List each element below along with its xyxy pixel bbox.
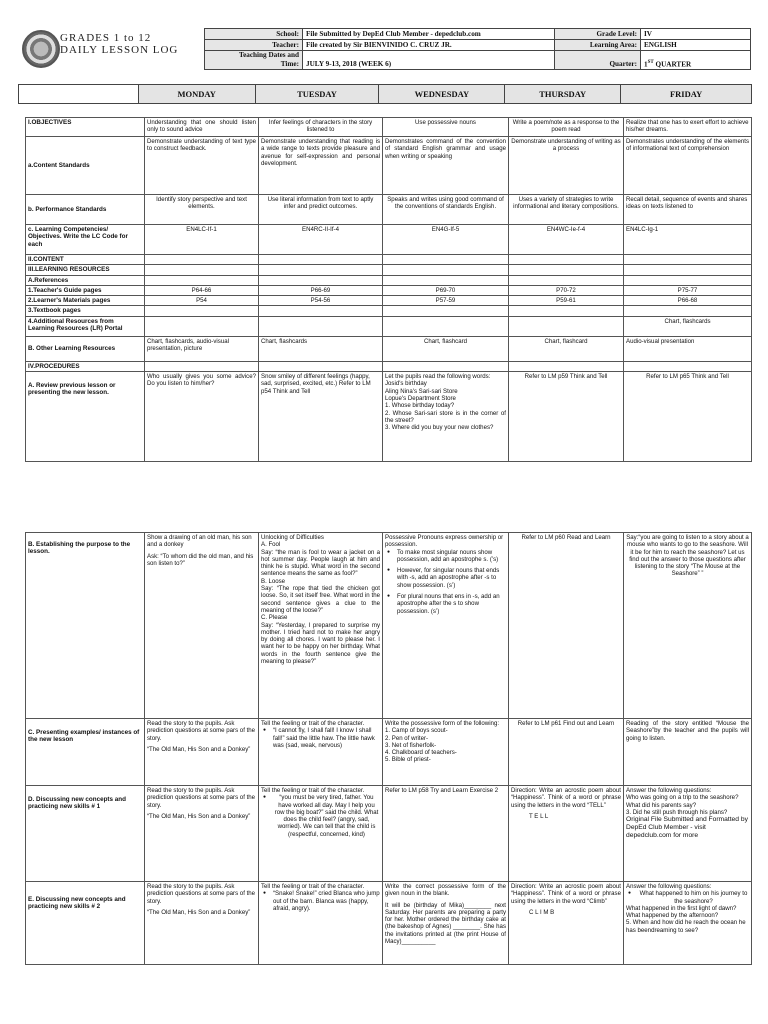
cell-text: P66-68	[624, 296, 752, 306]
discussing2-friday-cell	[624, 882, 752, 965]
cell-text: Who was going on a trip to the seashore?	[626, 794, 739, 802]
resources-row	[26, 265, 752, 275]
cell-text: EN4WC-Ie-f-4	[509, 225, 624, 255]
cell-text: 3. Where did you buy your new clothes?	[385, 424, 494, 432]
lm-row	[26, 296, 752, 306]
cell-text: Say: “Yesterday, I prepared to surprise my mother. I tried hard not to make her angry by doing all chores. I want to please her. I want her to be happy on her birthday. What words in the fourth sentence give the meaning to please?”	[261, 621, 380, 666]
discussing1-monday-cell	[145, 786, 259, 882]
day-wednesday: WEDNESDAY	[379, 85, 505, 104]
quarter-suffix: ST	[647, 59, 654, 65]
cell-text: Speaks and writes using good command of the conventions of standards English.	[383, 195, 509, 225]
cell-text: “The Old Man, His Son and a Donkey”	[147, 812, 251, 820]
deped-seal-logo	[22, 30, 60, 68]
teacher-value: File created by Sir BIENVINIDO C. CRUZ JR.	[303, 40, 555, 51]
cell-text: EN4G-If-5	[383, 225, 509, 255]
cell-text: Refer to LM p60 Read and Learn	[509, 533, 624, 719]
discussing2-monday-cell	[145, 882, 259, 965]
quarter-text: QUARTER	[653, 60, 692, 68]
quarter-number: 1	[644, 60, 648, 68]
cell-text: Chart, flashcards, audio-visual presentation, picture	[145, 336, 259, 361]
cell-text: EN4LC-Ig-1	[624, 225, 752, 255]
quarter-value	[641, 51, 751, 70]
cell-text: P54	[145, 296, 259, 306]
cell-text: Show a drawing of an old man, his son and a donkey	[147, 534, 252, 549]
content-standards-label: a.Content Standards	[26, 137, 145, 195]
cell-text: Chart, flashcards	[624, 316, 752, 336]
purpose-tuesday-cell	[259, 533, 383, 719]
cell-text: Chart, flashcard	[509, 336, 624, 361]
logo-text	[60, 32, 178, 56]
objectives-row	[26, 118, 752, 137]
bullet-item: ● For plural nouns that ens in -s, add an apostrophe after the s to show possession. (s’)	[385, 593, 506, 615]
cell-text: Audio-visual presentation	[624, 336, 752, 361]
cell-text: Lopue's Department Store	[385, 394, 456, 402]
bullet-item: ● What happened to him on his journey to the seashore?	[626, 890, 749, 905]
discussing2-label: E. Discussing new concepts and practicing new skills # 2	[26, 882, 145, 965]
lesson-table-part1	[25, 117, 752, 462]
header-meta-table	[204, 28, 751, 70]
quarter-label: Quarter:	[555, 51, 641, 70]
review-row	[26, 372, 752, 462]
cell-text: Chart, flashcards	[259, 336, 383, 361]
bullet-item: ● “I cannot fly, I shall fall! I know I shall fall!” said the little haw. The little hawk was (sad, weak, nervous)	[261, 727, 380, 749]
cell-text: Aling Nina's Sari-sari Store	[385, 387, 458, 395]
other-resources-row	[26, 336, 752, 361]
cell-text: Realize that one has to exert effort to achieve his/her dreams.	[624, 118, 752, 137]
additional-resources-row	[26, 316, 752, 336]
competencies-label: c. Learning Competencies/ Objectives. Write the LC Code for each	[26, 225, 145, 255]
review-label: A. Review previous lesson or presenting the new lesson.	[26, 372, 145, 462]
cell-text: Write the correct possessive form of the given noun in the blank.	[385, 883, 506, 898]
discussing1-tuesday-cell	[259, 786, 383, 882]
discussing2-thursday-cell	[509, 882, 624, 965]
performance-standards-row	[26, 195, 752, 225]
objectives-label: I.OBJECTIVES	[26, 118, 145, 137]
cell-text: Write a poem/note as a response to the poem read	[509, 118, 624, 137]
original-file-note: Original File Submitted and Formatted by DepEd Club Member - visit depedclub.com for more	[626, 816, 748, 840]
references-row	[26, 275, 752, 285]
textbook-row	[26, 306, 752, 316]
cell-text: Chart, flashcard	[383, 336, 509, 361]
content-standards-row	[26, 137, 752, 195]
cell-text: 3. Net of fisherfolk-	[385, 741, 437, 749]
cell-text: Say: “The rope that tied the chicken got loose. So, it set itself free. What word in the second sentence gives a clue to the meaning of the loose?”	[261, 585, 380, 614]
purpose-wednesday-cell	[383, 533, 509, 719]
purpose-label: B. Establishing the purpose to the lesson.	[26, 533, 145, 719]
presenting-label: C. Presenting examples/ instances of the new lesson	[26, 719, 145, 786]
cell-text: What happened by the afternoon?	[626, 912, 719, 920]
procedures-label: IV.PROCEDURES	[26, 361, 145, 371]
cell-text: Demonstrate understanding that reading is a wide range to texts provide pleasure and avenue for self-expression and personal development.	[259, 137, 383, 195]
area-value: ENGLISH	[641, 40, 751, 51]
days-header-row	[18, 84, 752, 104]
bullet-item: ● To make most singular nouns show possession, add an apostrophe s. (’s)	[385, 549, 506, 564]
cell-text: EN4RC-II-If-4	[259, 225, 383, 255]
lesson-table-part2	[25, 532, 752, 965]
content-row	[26, 255, 752, 265]
teacher-label: Teacher:	[205, 40, 303, 51]
day-tuesday: TUESDAY	[255, 85, 379, 104]
cell-text: P57-59	[383, 296, 509, 306]
cell-text: P59-61	[509, 296, 624, 306]
cell-text: Josid's birthday	[385, 380, 427, 388]
cell-text: Read the story to the pupils. Ask prediction questions at some pars of the story.	[147, 787, 256, 809]
cell-text: Possessive Pronouns express ownership or possession.	[385, 534, 504, 549]
lm-label: 2.Learner's Materials pages	[26, 296, 145, 306]
cell-text: What happened in the first light of dawn?	[626, 904, 737, 912]
cell-text: Understanding that one should listen only to sound advice	[145, 118, 259, 137]
logo-line-1: GRADES 1 to 12	[60, 32, 152, 44]
textbook-label: 3.Textbook pages	[26, 306, 145, 316]
bullet-item: ● However, for singular nouns that ends with -s, add an apostrophe after -s to show possession. (s’)	[385, 567, 506, 589]
cell-text: Uses a variety of strategies to write informational and literary compositions.	[509, 195, 624, 225]
cell-text: Reading of the story entitled “Mouse the Seashore”by the teacher and the pupils will going to listen.	[624, 719, 752, 786]
presenting-monday-cell	[145, 719, 259, 786]
cell-text: P64-66	[145, 285, 259, 295]
review-wednesday-cell	[383, 372, 509, 462]
cell-text: Demonstrate understanding of text type to construct feedback.	[145, 137, 259, 195]
cell-text: 5. Bible of priest-	[385, 756, 431, 764]
days-blank-cell	[19, 85, 139, 104]
cell-text: Demonstrates understanding of the elements of informational text of comprehension	[624, 137, 752, 195]
cell-text: Infer feelings of characters in the story listened to	[259, 118, 383, 137]
cell-text: Snow smiley of different feelings (happy, sad, surprised, excited, etc.) Refer to LM p54 Think and Tell	[259, 372, 383, 462]
bullet-item: ● “Snake! Snake!” cried Blanca who jump out of the barn. Blanca was (happy, afraid, angry).	[261, 890, 380, 912]
school-value: File Submitted by DepEd Club Member - depedclub.com	[303, 29, 555, 40]
day-thursday: THURSDAY	[505, 85, 621, 104]
content-label: II.CONTENT	[26, 255, 145, 265]
resources-label: III.LEARNING RESOURCES	[26, 265, 145, 275]
other-resources-label: B. Other Learning Resources	[26, 336, 145, 361]
cell-text: Refer to LM p61 Find out and Learn	[509, 719, 624, 786]
discussing2-tuesday-cell	[259, 882, 383, 965]
grade-value: IV	[641, 29, 751, 40]
purpose-monday-cell	[145, 533, 259, 719]
cell-text: EN4LC-If-1	[145, 225, 259, 255]
cell-text: 1. Whose birthday today?	[385, 402, 455, 410]
grade-label: Grade Level:	[555, 29, 641, 40]
discussing2-wednesday-cell	[383, 882, 509, 965]
cell-text: C L I M B	[529, 908, 555, 916]
discussing1-thursday-cell	[509, 786, 624, 882]
cell-text: B. Loose	[261, 577, 286, 585]
presenting-wednesday-cell	[383, 719, 509, 786]
cell-text: Let the pupils read the following words:	[385, 373, 491, 381]
bullet-item: ● “you must be very tired, father. You have worked all day. May I help you row the big boat?” said the child. What does the child feel? (angry, sad, worried). We can tell that the child is (respectful, concerned, kind)	[261, 794, 380, 838]
discussing1-label: D. Discussing new concepts and practicing new skills # 1	[26, 786, 145, 882]
area-label: Learning Area:	[555, 40, 641, 51]
cell-text: “The Old Man, His Son and a Donkey”	[147, 908, 251, 916]
cell-text: Tell the feeling or trait of the character.	[261, 720, 365, 727]
tg-row	[26, 285, 752, 295]
procedures-row	[26, 361, 752, 371]
cell-text: Answer the following questions:	[626, 787, 712, 794]
cell-text: Ask: “To whom did the old man, and his son listen to?”	[147, 552, 254, 567]
cell-text: “The Old Man, His Son and a Donkey”	[147, 745, 251, 753]
dates-label	[205, 51, 303, 70]
tg-label: 1.Teacher's Guide pages	[26, 285, 145, 295]
purpose-row	[26, 533, 752, 719]
cell-text: 3. Did he still push through his plans?	[626, 808, 728, 816]
dates-label-line1: Teaching Dates and	[238, 51, 299, 59]
cell-text: 2. Pen of writer-	[385, 734, 429, 742]
cell-text: Direction: Write an acrostic poem about “Happiness”. Think of a word or phrase using the letters in the word “TELL”	[511, 787, 621, 809]
cell-text: Use possessive nouns	[383, 118, 509, 137]
references-label: A.References	[26, 275, 145, 285]
cell-text: Demonstrates command of the convention of standard English grammar and usage when writing or speaking	[383, 137, 509, 195]
performance-standards-label: b. Performance Standards	[26, 195, 145, 225]
cell-text: C. Please	[261, 614, 288, 622]
cell-text: Say: “the man is fool to wear a jacket on a hot summer day. People laugh at him and think he is stupid. What word in the second sentence means the same as fool?”	[261, 548, 380, 578]
cell-text: Recall detail, sequence of events and shares ideas on texts listened to	[624, 195, 752, 225]
cell-text: Tell the feeling or trait of the character.	[261, 787, 365, 794]
cell-text: 5. When and how did he reach the ocean he has beendreaming to see?	[626, 919, 746, 934]
cell-text: Read the story to the pupils. Ask prediction questions at some pars of the story.	[147, 883, 256, 905]
discussing1-friday-cell	[624, 786, 752, 882]
day-monday: MONDAY	[138, 85, 255, 104]
cell-text: Who usually gives you some advice? Do you listen to him/her?	[145, 372, 259, 462]
cell-text: P70-72	[509, 285, 624, 295]
cell-text: P75-77	[624, 285, 752, 295]
cell-text: A. Fool	[261, 541, 281, 549]
presenting-tuesday-cell	[259, 719, 383, 786]
dates-value: JULY 9-13, 2018 (WEEK 6)	[303, 51, 555, 70]
discussing2-row	[26, 882, 752, 965]
school-label: School:	[205, 29, 303, 40]
competencies-row	[26, 225, 752, 255]
cell-text: Tell the feeling or trait of the character.	[261, 883, 365, 890]
cell-text: Unlocking of Difficulties	[261, 534, 324, 541]
cell-text: Demonstrate understanding of writing as a process	[509, 137, 624, 195]
cell-text: Refer to LM p59 Think and Tell	[509, 372, 624, 462]
cell-text: Use literal information from text to aptly infer and predict outcomes.	[259, 195, 383, 225]
cell-text: What did his parents say?	[626, 801, 697, 809]
cell-text: P69-70	[383, 285, 509, 295]
cell-text: Read the story to the pupils. Ask prediction questions at some pars of the story.	[147, 720, 256, 742]
logo-line-2: DAILY LESSON LOG	[60, 44, 179, 56]
day-friday: FRIDAY	[621, 85, 752, 104]
cell-text: Write the possessive form of the following:	[385, 720, 500, 727]
cell-text: Direction: Write an acrostic poem about “Happiness”. Think of a word or phrase using the letters in the word “Climb”	[511, 883, 621, 905]
cell-text: T E L L	[529, 812, 549, 820]
cell-text: Say:“you are going to listen to a story about a mouse who wants to go to the seashore. Will it be for him to reach the seashore? Let us find out the answer to those questions after listening to the story “The Mouse at the Seashore” ”	[624, 533, 752, 719]
cell-text: 4. Chalkboard of teachers-	[385, 749, 457, 757]
cell-text: P54-56	[259, 296, 383, 306]
presenting-row	[26, 719, 752, 786]
cell-text: Identify story perspective and text elements.	[145, 195, 259, 225]
cell-text: Refer to LM p58 Try and Learn Exercise 2	[383, 786, 509, 882]
dates-label-line2: Time:	[280, 60, 299, 68]
cell-text: Refer to LM p65 Think and Tell	[624, 372, 752, 462]
cell-text: 1. Camp of boys scout-	[385, 727, 448, 735]
cell-text: Answer the following questions:	[626, 883, 712, 890]
cell-text: It will be (birthday of Mika)________ next Saturday. Her parents are preparing a party for her. Mother ordered the birthday cake at (the bakeshop of Agnes) ________. She has the invitations printed at (the print House of Macy)__________	[385, 901, 506, 946]
additional-resources-label: 4.Additional Resources from Learning Resources (LR) Portal	[26, 316, 145, 336]
discussing1-row	[26, 786, 752, 882]
lesson-log-header	[18, 28, 752, 72]
cell-text: P66-69	[259, 285, 383, 295]
cell-text: 2. Whose Sari-sari store is in the corner of the street?	[385, 409, 506, 424]
